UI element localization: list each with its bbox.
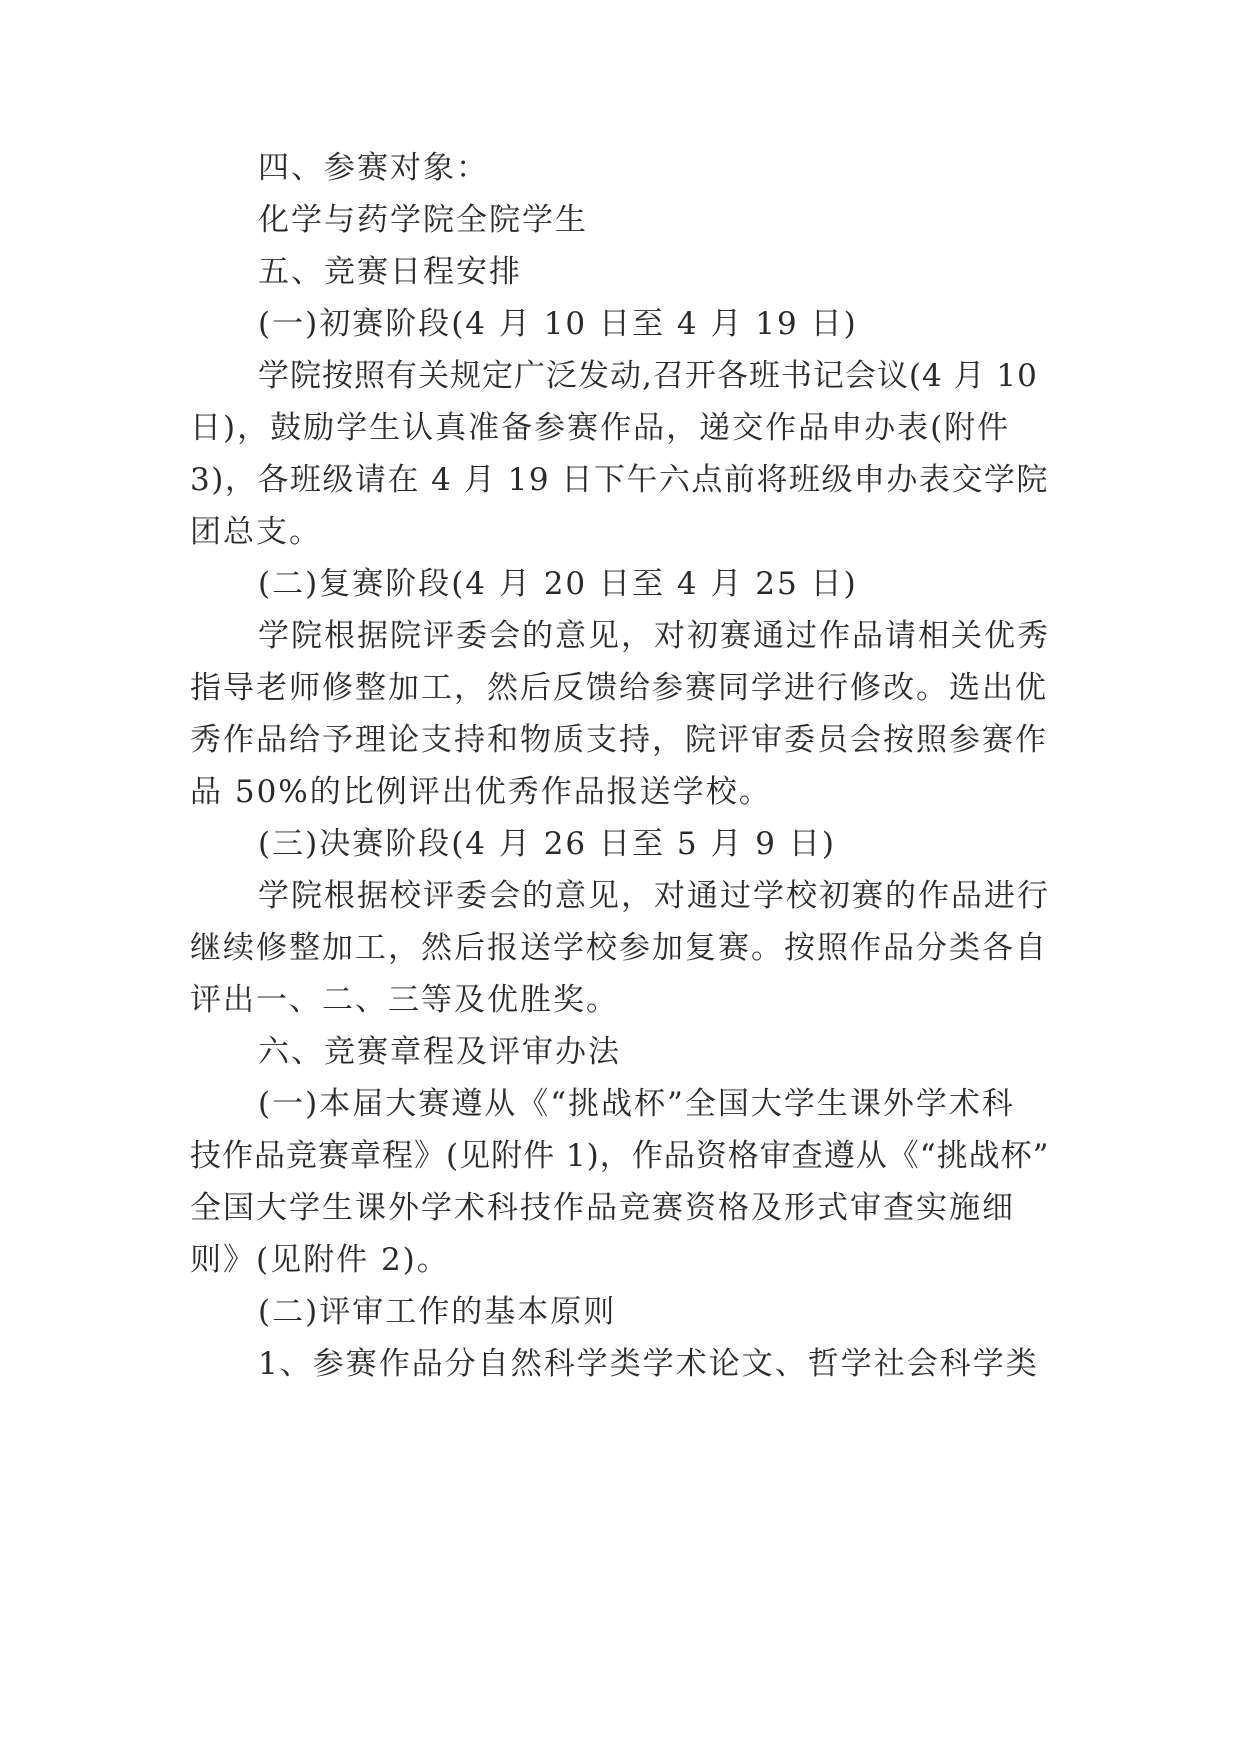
section-heading-schedule: 五、竞赛日程安排 [258, 254, 522, 290]
paragraph-line: (一)本届大赛遵从《“挑战杯”全国大学生课外学术科 [258, 1086, 1015, 1122]
paragraph-line: 团总支。 [190, 514, 322, 550]
subheading-principles: (二)评审工作的基本原则 [258, 1294, 617, 1330]
paragraph-line: 3)，各班级请在 4 月 19 日下午六点前将班级申办表交学院 [190, 462, 1049, 498]
subheading-semifinal: (二)复赛阶段(4 月 20 日至 4 月 25 日) [258, 566, 858, 602]
paragraph-line: 学院按照有关规定广泛发动,召开各班书记会议(4 月 10 [258, 358, 1038, 394]
paragraph-line: 全国大学生课外学术科技作品竞赛资格及形式审查实施细 [190, 1190, 1015, 1226]
paragraph-line: 秀作品给予理论支持和物质支持，院评审委员会按照参赛作 [190, 722, 1048, 758]
paragraph-line: 则》(见附件 2)。 [190, 1242, 450, 1278]
subheading-preliminary: (一)初赛阶段(4 月 10 日至 4 月 19 日) [258, 306, 858, 342]
paragraph-line: 化学与药学院全院学生 [258, 202, 588, 238]
paragraph-line: 评出一、二、三等及优胜奖。 [190, 982, 619, 1018]
paragraph-line: 指导老师修整加工，然后反馈给参赛同学进行修改。选出优 [190, 670, 1048, 706]
subheading-final: (三)决赛阶段(4 月 26 日至 5 月 9 日) [258, 826, 836, 862]
paragraph-line: 日)，鼓励学生认真准备参赛作品，递交作品申办表(附件 [190, 410, 1011, 446]
paragraph-line: 继续修整加工，然后报送学校参加复赛。按照作品分类各自 [190, 930, 1048, 966]
paragraph-line: 1、参赛作品分自然科学类学术论文、哲学社会科学类 [258, 1346, 1039, 1382]
paragraph-line: 学院根据院评委会的意见，对初赛通过作品请相关优秀 [258, 618, 1050, 654]
section-heading-participants: 四、参赛对象： [258, 150, 489, 186]
paragraph-line: 学院根据校评委会的意见，对通过学校初赛的作品进行 [258, 878, 1050, 914]
paragraph-line: 品 50%的比例评出优秀作品报送学校。 [190, 774, 772, 810]
paragraph-line: 技作品竞赛章程》(见附件 1)，作品资格审查遵从《“挑战杯” [190, 1138, 1050, 1174]
section-heading-rules: 六、竞赛章程及评审办法 [258, 1034, 621, 1070]
